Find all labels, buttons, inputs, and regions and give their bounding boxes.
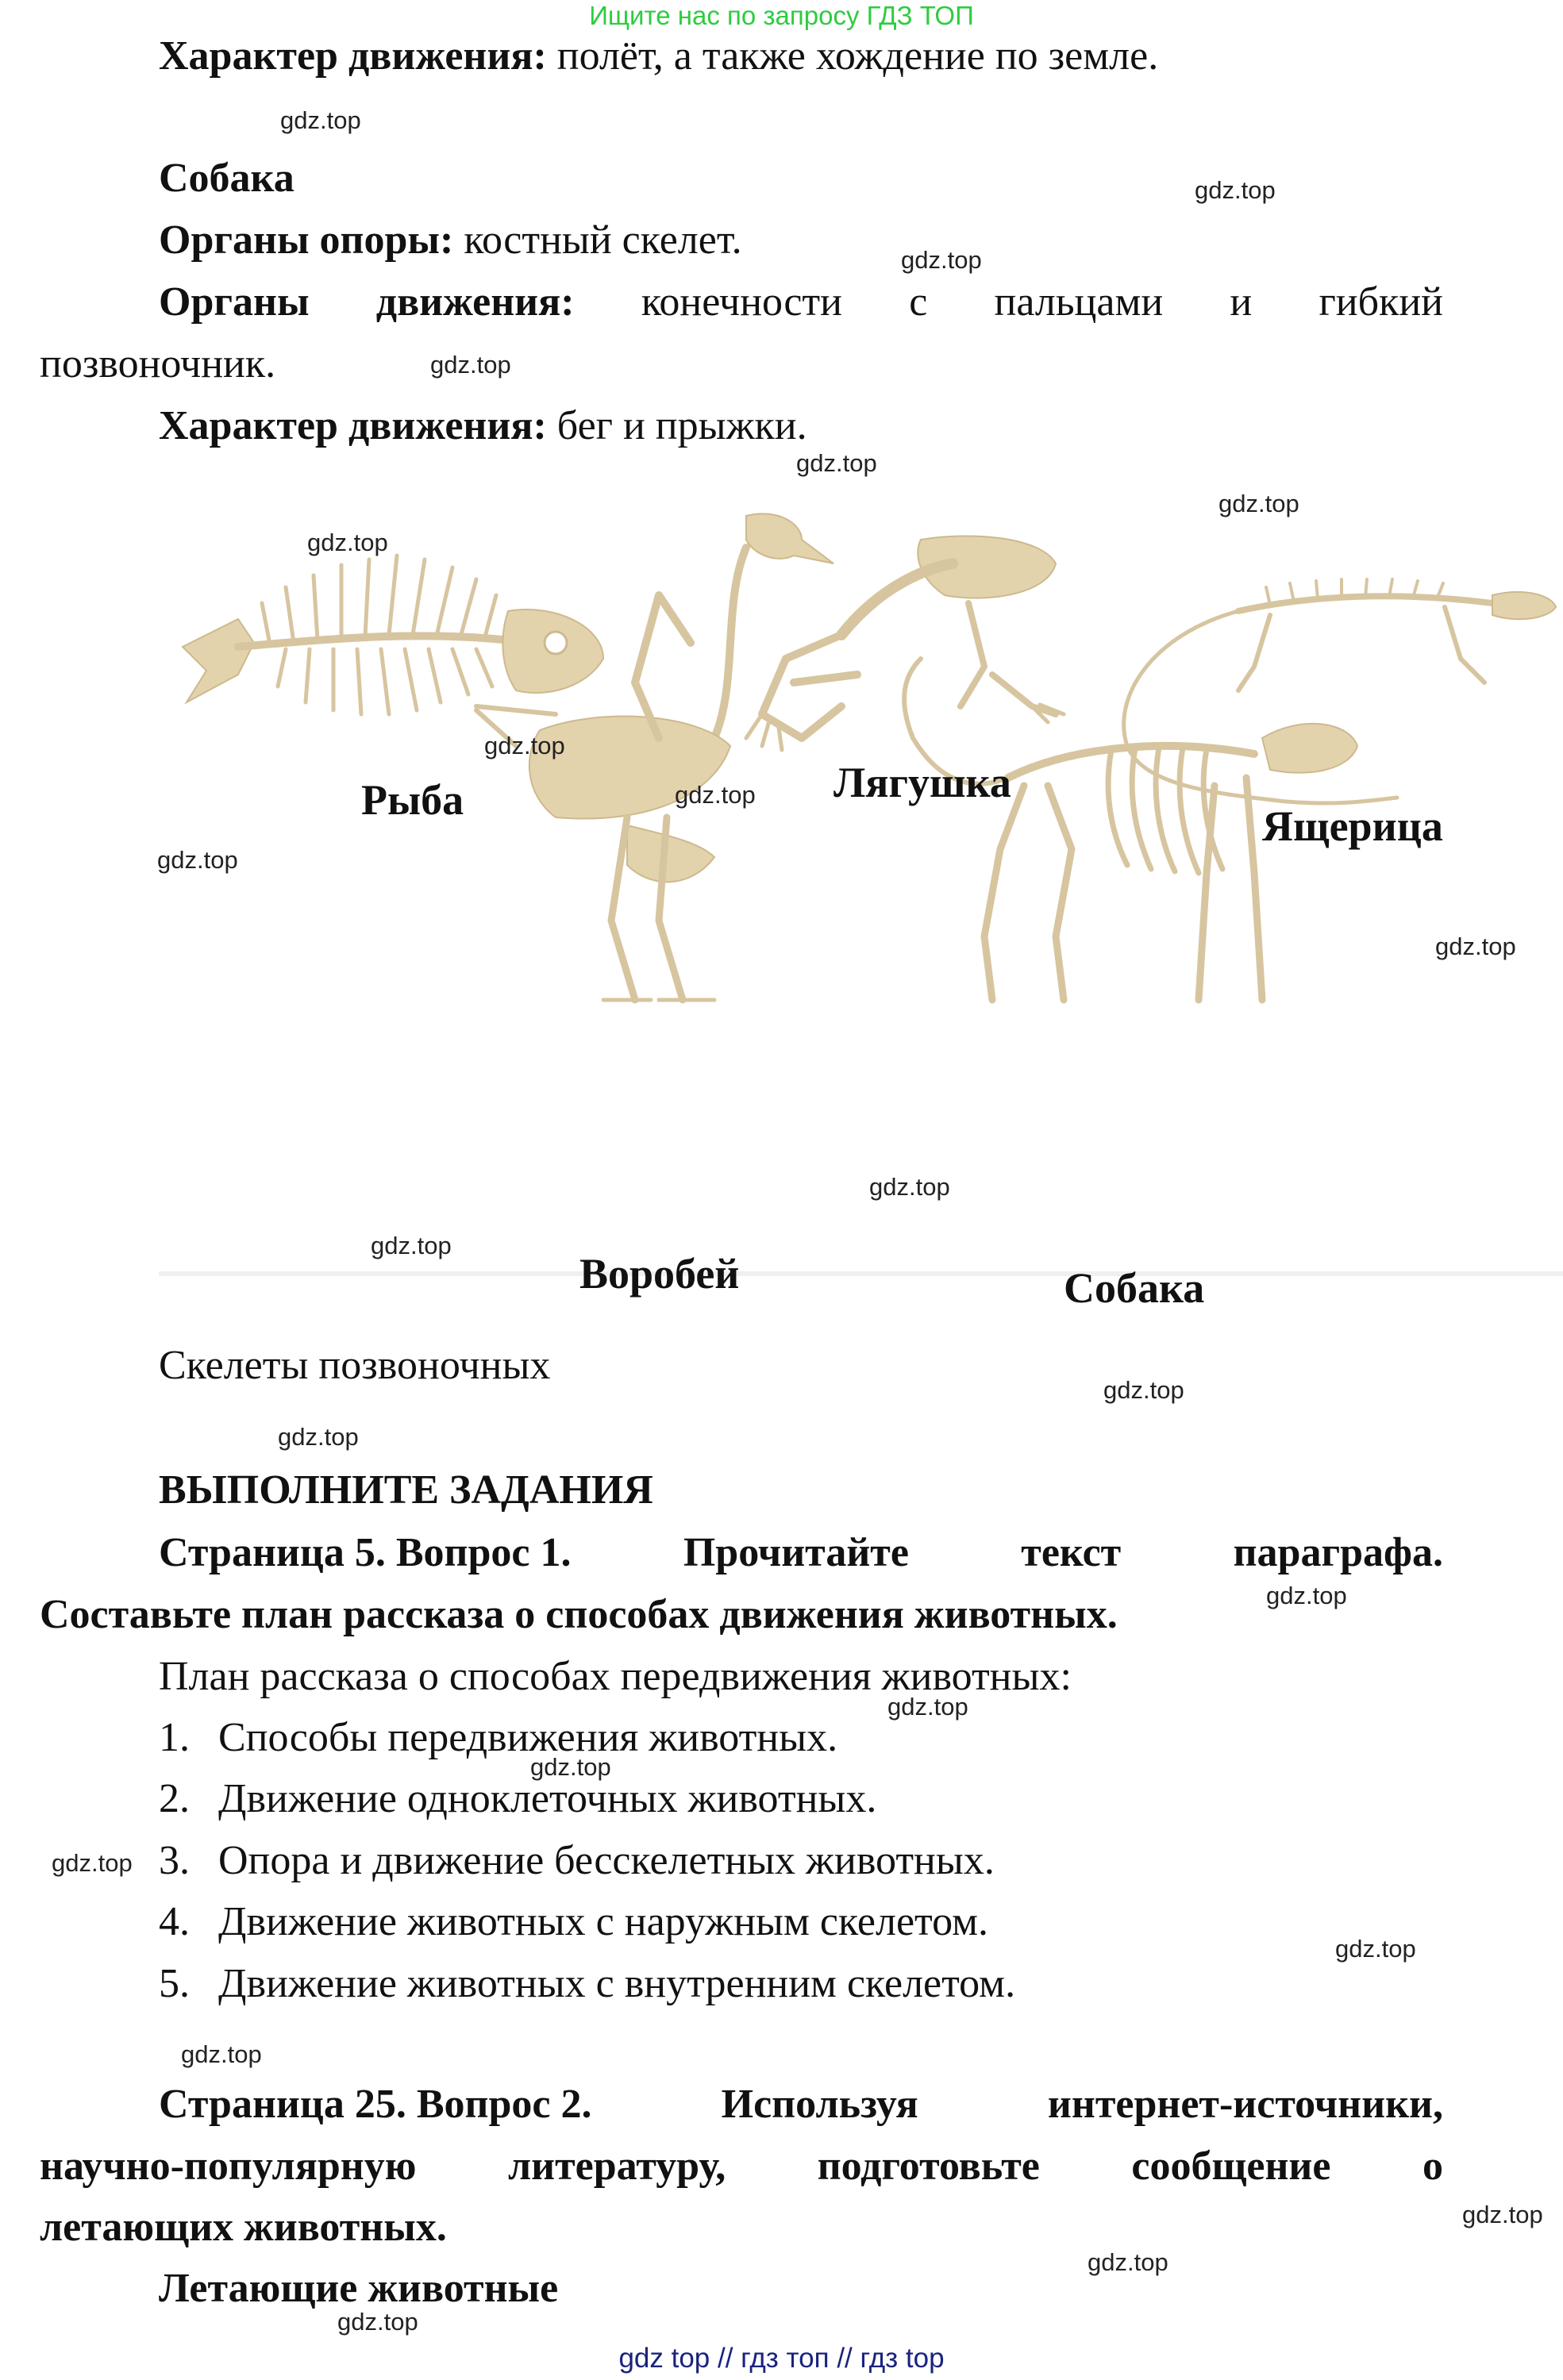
- dog-title: Собака: [159, 156, 295, 201]
- dog-movement-organs-line: [159, 275, 1443, 330]
- dog-movement-organs-w7: гибкий: [1319, 279, 1443, 325]
- dog-movement-organs-w5: пальцами: [994, 279, 1164, 325]
- dog-support-label: Органы опоры:: [159, 217, 454, 263]
- watermark: gdz.top: [1218, 490, 1299, 517]
- plan-item-2: [159, 1771, 876, 1827]
- watermark: gdz.top: [307, 529, 388, 556]
- plan-item-text: Опора и движение бесскелетных животных.: [218, 1838, 995, 1883]
- task2-l2w5: о: [1422, 2144, 1443, 2189]
- caption-fish: Рыба: [361, 776, 464, 824]
- bird-movement-label: Характер движения:: [159, 33, 547, 79]
- watermark: gdz.top: [371, 1232, 452, 1259]
- watermark: gdz.top: [530, 1753, 611, 1781]
- caption-sparrow: Воробей: [579, 1250, 740, 1298]
- caption-frog: Лягушка: [833, 759, 1011, 806]
- figure-caption: Скелеты позвоночных: [159, 1343, 551, 1388]
- task2-line3: летающих животных.: [40, 2205, 447, 2250]
- dog-movement-organs-cont: позвоночник.: [40, 341, 276, 386]
- task1-line1: [159, 1525, 1443, 1581]
- dog-movement-organs-w3: конечности: [641, 279, 842, 325]
- watermark: gdz.top: [484, 732, 565, 759]
- watermark: gdz.top: [181, 2040, 262, 2068]
- dog-movement-label: Характер движения:: [159, 403, 547, 448]
- watermark: gdz.top: [1335, 1935, 1416, 1963]
- task1-w2: Прочитайте: [683, 1530, 909, 1575]
- tasks-heading: ВЫПОЛНИТЕ ЗАДАНИЯ: [159, 1467, 653, 1513]
- plan-item-5: [159, 1956, 1015, 2012]
- watermark: gdz.top: [1435, 932, 1516, 960]
- task2-line1: [159, 2077, 1443, 2132]
- task1-w4: параграфа.: [1233, 1530, 1443, 1575]
- vertebrate-skeletons-figure: [0, 476, 1563, 1317]
- watermark: gdz.top: [1195, 176, 1276, 204]
- watermark: gdz.top: [1266, 1582, 1347, 1609]
- caption-lizard: Ящерица: [1262, 802, 1443, 850]
- top-banner[interactable]: Ищите нас по запросу ГДЗ ТОП: [589, 1, 974, 30]
- watermark: gdz.top: [280, 106, 361, 134]
- lizard-skeleton-image: [1124, 579, 1556, 803]
- watermark: gdz.top: [430, 351, 511, 379]
- task2-l2w4: сообщение: [1131, 2144, 1331, 2189]
- task2-l2w3: подготовьте: [817, 2144, 1040, 2189]
- plan-item-text: Движение животных с внутренним скелетом.: [218, 1961, 1016, 2006]
- plan-item-4: [159, 1894, 988, 1950]
- watermark: gdz.top: [52, 1849, 133, 1877]
- plan-item-1: [159, 1710, 837, 1766]
- plan-item-3: [159, 1833, 995, 1889]
- plan-item-text: Способы передвижения животных.: [218, 1715, 838, 1760]
- watermark: gdz.top: [1103, 1376, 1184, 1404]
- watermark: gdz.top: [278, 1423, 359, 1451]
- watermark: gdz.top: [869, 1173, 950, 1201]
- watermark: gdz.top: [1088, 2248, 1168, 2276]
- caption-dog: Собака: [1064, 1264, 1205, 1312]
- watermark: gdz.top: [901, 246, 982, 274]
- plan-item-num: 5.: [159, 1961, 190, 2006]
- bird-movement-line: [159, 29, 1158, 84]
- watermark: gdz.top: [675, 781, 756, 809]
- dog-movement-organs-w6: и: [1230, 279, 1253, 325]
- task2-w3: интернет-источники,: [1047, 2082, 1443, 2127]
- dog-movement-organs-w4: с: [909, 279, 928, 325]
- plan-item-text: Движение животных с наружным скелетом.: [218, 1899, 988, 1944]
- dog-support-line: [159, 213, 742, 268]
- bird-movement-text: полёт, а также хождение по земле.: [546, 33, 1159, 79]
- watermark: gdz.top: [796, 449, 877, 477]
- dog-movement-text: бег и прыжки.: [546, 403, 807, 448]
- watermark: gdz.top: [887, 1693, 968, 1721]
- fish-skeleton-image: [183, 556, 603, 746]
- task2-w1: Страница 25. Вопрос 2.: [159, 2082, 592, 2127]
- dog-support-text: костный скелет.: [453, 217, 742, 263]
- watermark: gdz.top: [337, 2308, 418, 2336]
- plan-item-num: 1.: [159, 1715, 190, 1760]
- task2-line2: [40, 2139, 1443, 2194]
- task2-l2w2: литературу,: [507, 2144, 726, 2189]
- task1-line2: Составьте план рассказа о способах движения животных.: [40, 1592, 1118, 1637]
- plan-item-num: 2.: [159, 1776, 190, 1821]
- plan-intro: План рассказа о способах передвижения животных:: [159, 1654, 1072, 1699]
- dog-movement-organs-w2: движения:: [375, 279, 575, 325]
- task1-w3: текст: [1021, 1530, 1122, 1575]
- dog-movement-line: [159, 398, 807, 454]
- watermark: gdz.top: [157, 846, 238, 874]
- dog-movement-organs-w1: Органы: [159, 279, 310, 325]
- plan-item-num: 4.: [159, 1899, 190, 1944]
- plan-item-num: 3.: [159, 1838, 190, 1883]
- footer-links[interactable]: gdz top // гдз топ // гдз top: [618, 2343, 945, 2374]
- task2-l2w1: научно-популярную: [40, 2144, 417, 2189]
- sparrow-skeleton-image: [529, 513, 833, 1000]
- flying-animals-heading: Летающие животные: [159, 2266, 559, 2311]
- watermark: gdz.top: [1462, 2201, 1543, 2228]
- task1-w1: Страница 5. Вопрос 1.: [159, 1530, 572, 1575]
- task2-w2: Используя: [721, 2082, 918, 2127]
- plan-item-text: Движение одноклеточных животных.: [218, 1776, 877, 1821]
